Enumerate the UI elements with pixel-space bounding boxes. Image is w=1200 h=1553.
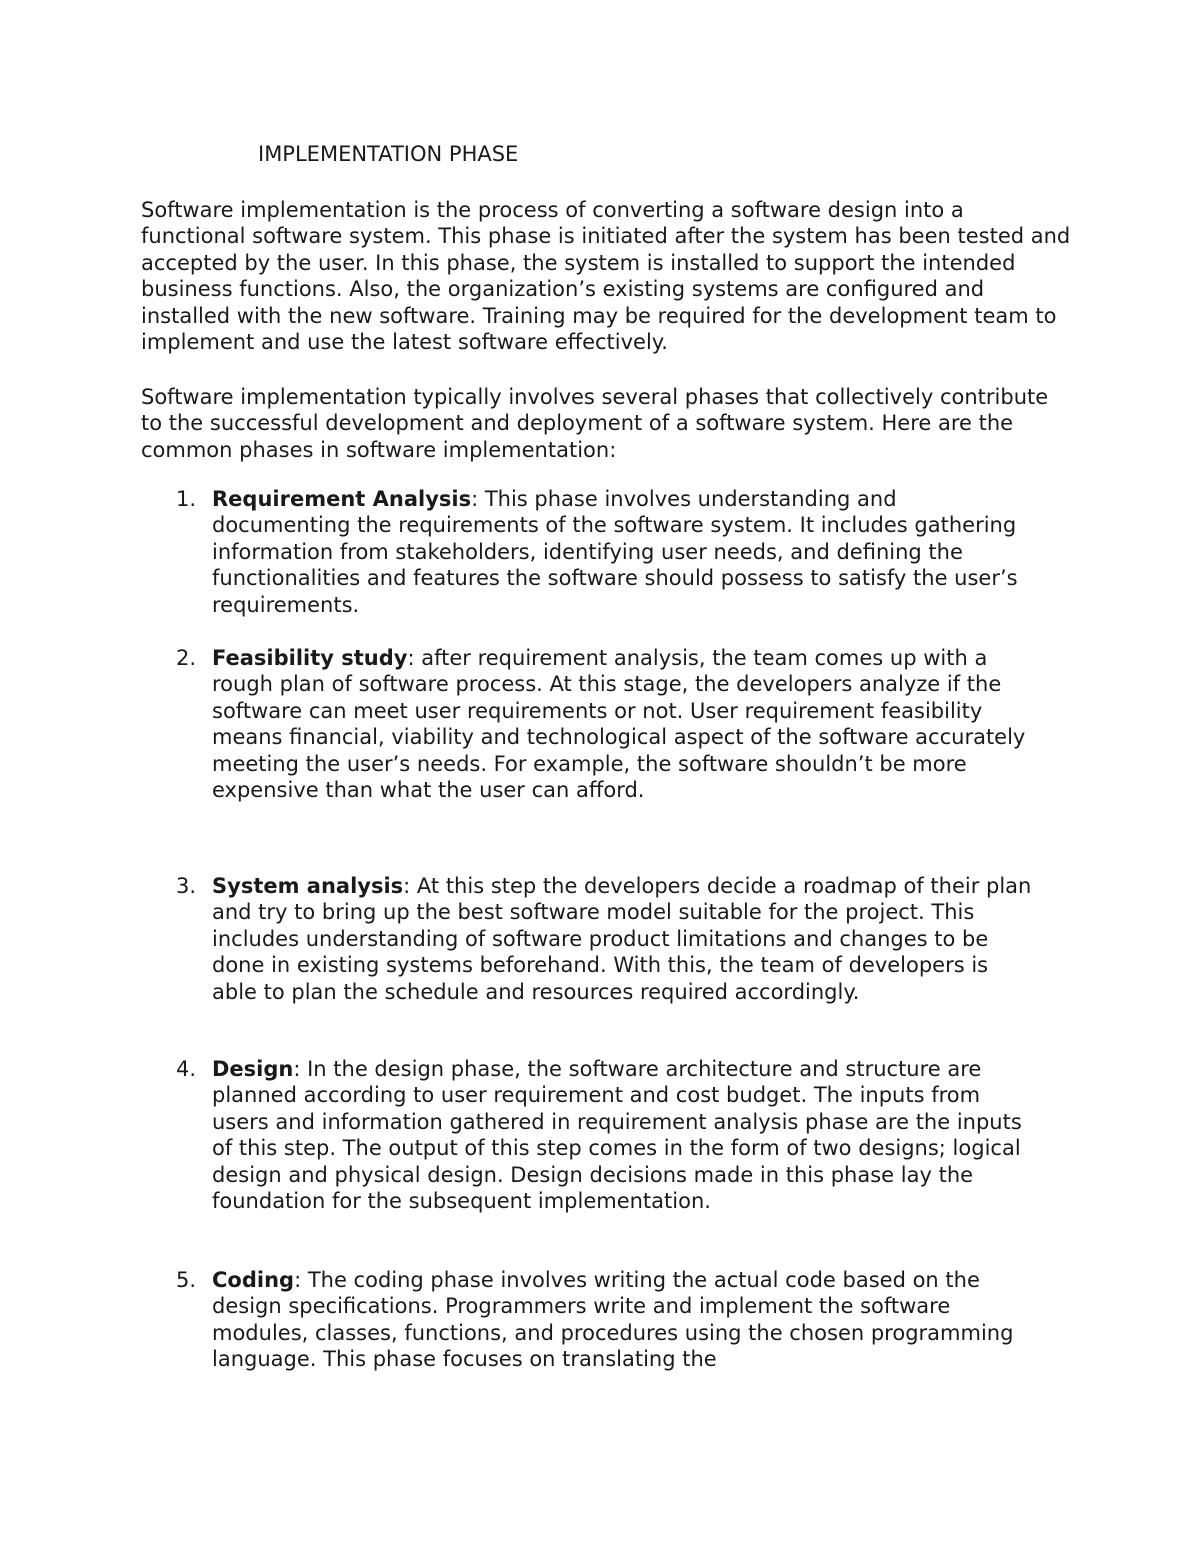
list-item-term: Requirement Analysis: [212, 487, 472, 511]
list-item-text: : This phase involves understanding and documenting the requirements of the software system. It includes gathering information from stakeholders, identifying user needs, and defining the functionalities and features the software should possess to satisfy the user’s requirements.: [212, 487, 1018, 617]
list-item-number: 3.: [176, 874, 197, 898]
list-item-body: [212, 1056, 1036, 1214]
list-item: [176, 486, 1036, 618]
list-item: [176, 1267, 1036, 1373]
list-item-text: : after requirement analysis, the team comes up with a rough plan of software process. At this stage, the developers analyze if the software can meet user requirements or not. User requirement feasibility means financial, viability and technological aspect of the software accurately meeting the user’s needs. For example, the software shouldn’t be more expensive than what the user can afford.: [212, 646, 1026, 803]
list-item-number: 2.: [176, 646, 197, 670]
list-item-number: 5.: [176, 1268, 197, 1292]
list-item-term: System analysis: [212, 874, 404, 898]
list-item-term: Design: [212, 1057, 294, 1081]
list-item-text: : The coding phase involves writing the actual code based on the design specifications. Programmers write and implement the software modules, classes, functions, and procedures using the chosen programming language. This phase focuses on translating the: [212, 1268, 1014, 1372]
phases-intro-paragraph: Software implementation typically involves several phases that collectively contribute to the successful development and deployment of a software system. Here are the common phases in software implementation:: [141, 385, 1049, 462]
list-item: [176, 1056, 1036, 1214]
list-item-term: Coding: [212, 1268, 295, 1292]
list-item-body: [212, 873, 1036, 1005]
list-item-text: : In the design phase, the software architecture and structure are planned according to user requirement and cost budget. The inputs from users and information gathered in requirement analysis phase are the inputs of this step. The output of this step comes in the form of two designs; logical design and physical design. Design decisions made in this phase lay the foundation for the subsequent implementation.: [212, 1057, 1022, 1214]
list-item: [176, 873, 1036, 1005]
list-item-body: [212, 1267, 1036, 1373]
list-item-term: Feasibility study: [212, 646, 408, 670]
page-title: IMPLEMENTATION PHASE: [258, 142, 519, 166]
list-item-text: : At this step the developers decide a roadmap of their plan and try to bring up the best software model suitable for the project. This includes understanding of software product limitations and changes to be done in existing systems beforehand. With this, the team of developers is able to plan the schedule and resources required accordingly.: [212, 874, 1032, 1004]
list-item-body: [212, 645, 1036, 803]
list-item-body: [212, 486, 1036, 618]
intro-paragraph: Software implementation is the process of converting a software design into a functional software system. This phase is initiated after the system has been tested and accepted by the user. In this phase, the system is installed to support the intended business functions. Also, the organization’s existing systems are configured and installed with the new software. Training may be required for the development team to implement and use the latest software effectively.: [141, 198, 1071, 355]
list-item-number: 1.: [176, 487, 197, 511]
list-item-number: 4.: [176, 1057, 197, 1081]
list-item: [176, 645, 1036, 803]
